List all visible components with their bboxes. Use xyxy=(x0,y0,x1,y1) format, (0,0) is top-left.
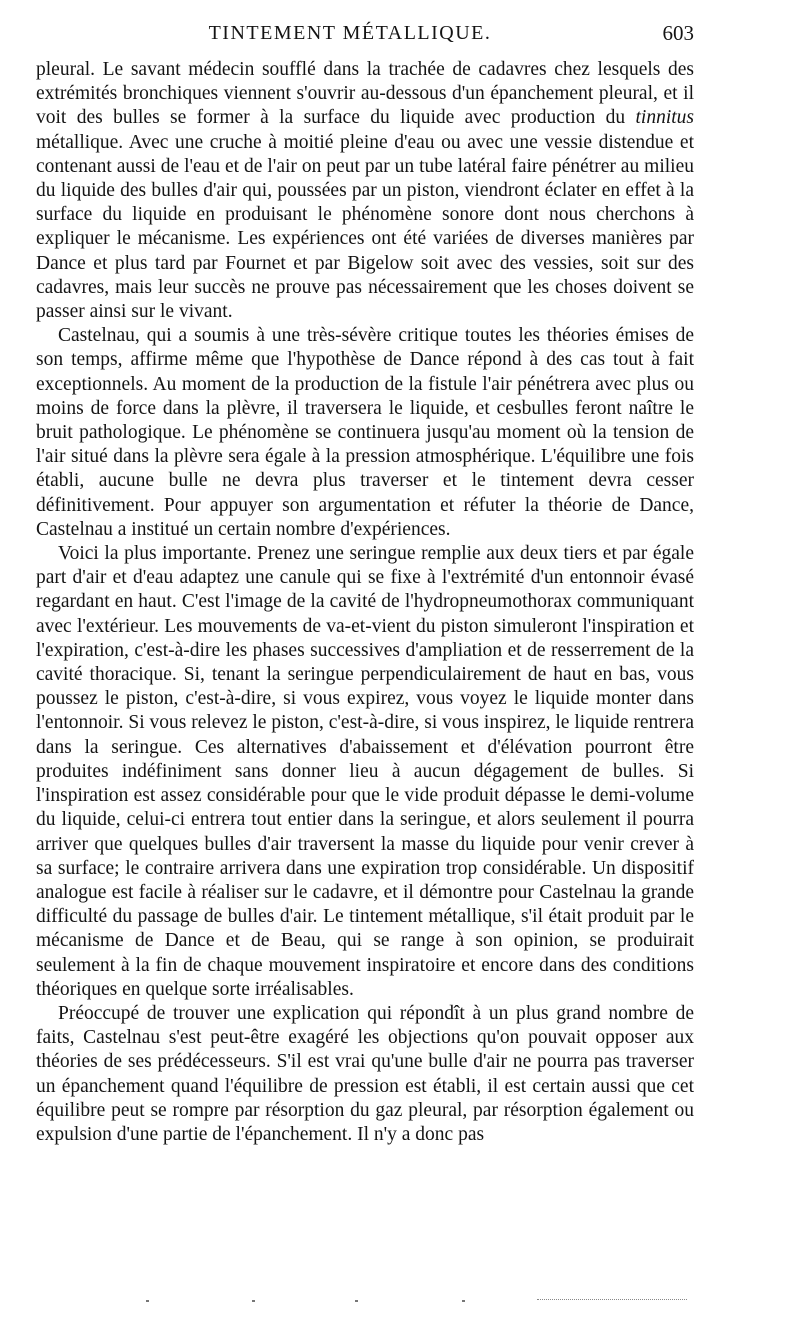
paragraph-1-part-b: métallique. Avec une cruche à moitié pleine d'eau ou avec une vessie distendue et contenant aussi de l'eau et de l'air on peut par un tube latéral faire pénétrer au milieu du liquide des bulles d'air qui, poussées par un piston, viendront éclater en effet à la surface du liquide en produisant le phénomène sonore dont nous cherchons à expliquer le mécanisme. Les expériences ont été variées de diverses manières par Dance et plus tard par Fournet et par Bigelow soit avec des vessies, soit sur des cadavres, mais leur succès ne prouve pas nécessairement que les choses doivent se passer ainsi sur le vivant. xyxy=(36,131,694,323)
footer-specks xyxy=(140,1296,700,1306)
page-header xyxy=(36,20,694,46)
body-text xyxy=(36,58,694,1147)
paragraph-1-part-a: pleural. Le savant médecin soufflé dans la trachée de cadavres chez lesquels des extrémités bronchiques viennent s'ouvrir au-dessous d'un épanchement pleural, et il voit des bulles se former à la surface du liquide avec production du xyxy=(36,59,694,129)
italic-term: tinnitus xyxy=(635,107,694,129)
paragraph-3: Voici la plus importante. Prenez une seringue remplie aux deux tiers et par égale part d'air et d'eau adaptez une canule qui se fixe à l'extrémité d'un entonnoir évasé regardant en haut. C'est l'image de la cavité de l'hydropneumothorax communiquant avec l'extérieur. Les mouvements de va-et-vient du piston simuleront l'inspiration et l'expiration, c'est-à-dire les phases successives d'ampliation et de resserrement de la cavité thoracique. Si, tenant la seringue perpendiculairement de haut en bas, vous poussez le piston, c'est-à-dire, si vous expirez, vous voyez le liquide monter dans l'entonnoir. Si vous relevez le piston, c'est-à-dire, si vous inspirez, le liquide rentrera dans la seringue. Ces alternatives d'abaissement et d'élévation pourront être produites indéfiniment sans donner lieu à aucun dégagement de bulles. Si l'inspiration est assez considérable pour que le vide produit dépasse le demi-volume du liquide, celui-ci entrera tout entier dans la seringue, et alors seulement il pourra arriver que quelques bulles d'air traversent la masse du liquide pour venir crever à sa surface; le contraire arrivera dans une expiration trop considérable. Un dispositif analogue est facile à réaliser sur le cadavre, et il démontre pour Castelnau la grande difficulté du passage de bulles d'air. Le tintement métallique, s'il était produit par le mécanisme de Dance et de Beau, qui se range à son opinion, se produirait seulement à la fin de chaque mouvement inspiratoire et encore dans des conditions théoriques en quelque sorte irréalisables. xyxy=(36,543,694,1000)
paragraph-4: Préoccupé de trouver une explication qui répondît à un plus grand nombre de faits, Castelnau s'est peut-être exagéré les objections qu'on pouvait opposer aux théories de ses prédécesseurs. S'il est vrai qu'une bulle d'air ne pourra pas traverser un épanchement quand l'équilibre de pression est établi, il est certain aussi que cet équilibre peut se rompre par résorption du gaz pleural, par résorption également ou expulsion d'une partie de l'épanchement. Il n'y a donc pas xyxy=(36,1002,694,1145)
page-number: 603 xyxy=(662,21,694,45)
paragraph-1 xyxy=(36,58,694,324)
paragraph-2: Castelnau, qui a soumis à une très-sévère critique toutes les théories émises de son temps, affirme même que l'hypothèse de Dance répond à des cas tout à fait exceptionnels. Au moment de la production de la fistule l'air pénétrera avec plus ou moins de force dans la plèvre, il traversera le liquide, et cesbulles feront naître le bruit pathologique. Le phénomène se continuera jusqu'au moment où la tension de l'air situé dans la plèvre sera égale à la pression atmosphérique. L'équilibre une fois établi, aucune bulle ne devra plus traverser et le tintement devra cesser définitivement. Pour appuyer son argumentation et réfuter la théorie de Dance, Castelnau a institué un certain nombre d'expériences. xyxy=(36,325,694,540)
footer-rule xyxy=(537,1299,687,1300)
running-title: TINTEMENT MÉTALLIQUE. xyxy=(208,22,492,44)
